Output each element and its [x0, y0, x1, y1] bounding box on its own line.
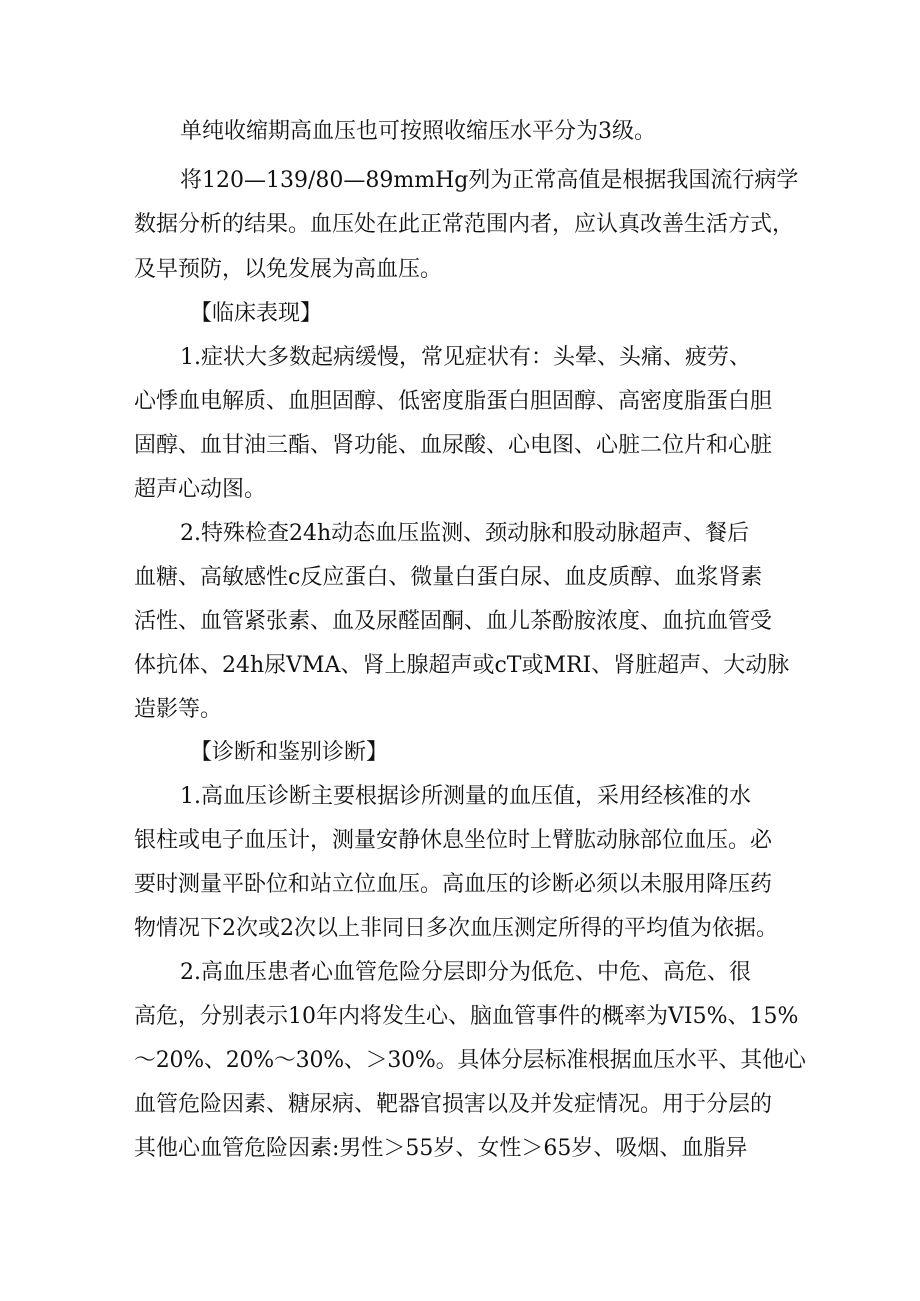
paragraph-line: 1.高血压诊断主要根据诊所测量的血压值，采用经核准的水	[180, 784, 751, 809]
paragraph-line: 血管危险因素、糖尿病、靶器官损害以及并发症情况。用于分层的	[134, 1092, 773, 1117]
paragraph-line: 物情况下2次或2次以上非同日多次血压测定所得的平均值为依据。	[134, 916, 778, 941]
paragraph-line: 数据分析的结果。血压处在此正常范围内者，应认真改善生活方式，	[134, 212, 795, 237]
section-heading: 【临床表现】	[190, 301, 323, 326]
paragraph-line: 2.高血压患者心血管危险分层即分为低危、中危、高危、很	[180, 960, 751, 985]
paragraph-line: 造影等。	[134, 697, 223, 722]
paragraph-line: 2.特殊检查24h动态血压监测、颈动脉和股动脉超声、餐后	[180, 521, 750, 546]
paragraph-line: 1.症状大多数起病缓慢，常见症状有：头晕、头痛、疲劳、	[180, 345, 751, 370]
paragraph-line: 活性、血管紧张素、血及尿醛固酮、血儿茶酚胺浓度、血抗血管受	[134, 609, 773, 634]
paragraph-line: 体抗体、24h尿VMA、肾上腺超声或cT或MRI、肾脏超声、大动脉	[134, 653, 790, 678]
paragraph-line: 超声心动图。	[134, 477, 267, 502]
paragraph-line: 银柱或电子血压计，测量安静休息坐位时上臂肱动脉部位血压。必	[134, 828, 773, 853]
paragraph-line: 单纯收缩期高血压也可按照收缩压水平分为3级。	[180, 119, 656, 144]
paragraph-line: 血糖、高敏感性c反应蛋白、微量白蛋白尿、血皮质醇、血浆肾素	[134, 565, 763, 590]
paragraph-line: 固醇、血甘油三酯、肾功能、血尿酸、心电图、心脏二位片和心脏	[134, 433, 773, 458]
paragraph-line: 高危，分别表示10年内将发生心、脑血管事件的概率为VI5%、15%	[134, 1004, 799, 1029]
paragraph-line: 心悸血电解质、血胆固醇、低密度脂蛋白胆固醇、高密度脂蛋白胆	[134, 389, 773, 414]
paragraph-line: ～20%、20%～30%、＞30%。具体分层标准根据血压水平、其他心	[134, 1048, 806, 1073]
section-heading: 【诊断和鉴别诊断】	[190, 740, 389, 765]
paragraph-line: 其他心血管危险因素:男性＞55岁、女性＞65岁、吸烟、血脂异	[134, 1136, 748, 1161]
paragraph-line: 将120—139/80—89mmHg列为正常高值是根据我国流行病学	[180, 168, 799, 193]
paragraph-line: 要时测量平卧位和站立位血压。高血压的诊断必须以未服用降压药	[134, 872, 773, 897]
paragraph-line: 及早预防，以免发展为高血压。	[134, 257, 443, 282]
